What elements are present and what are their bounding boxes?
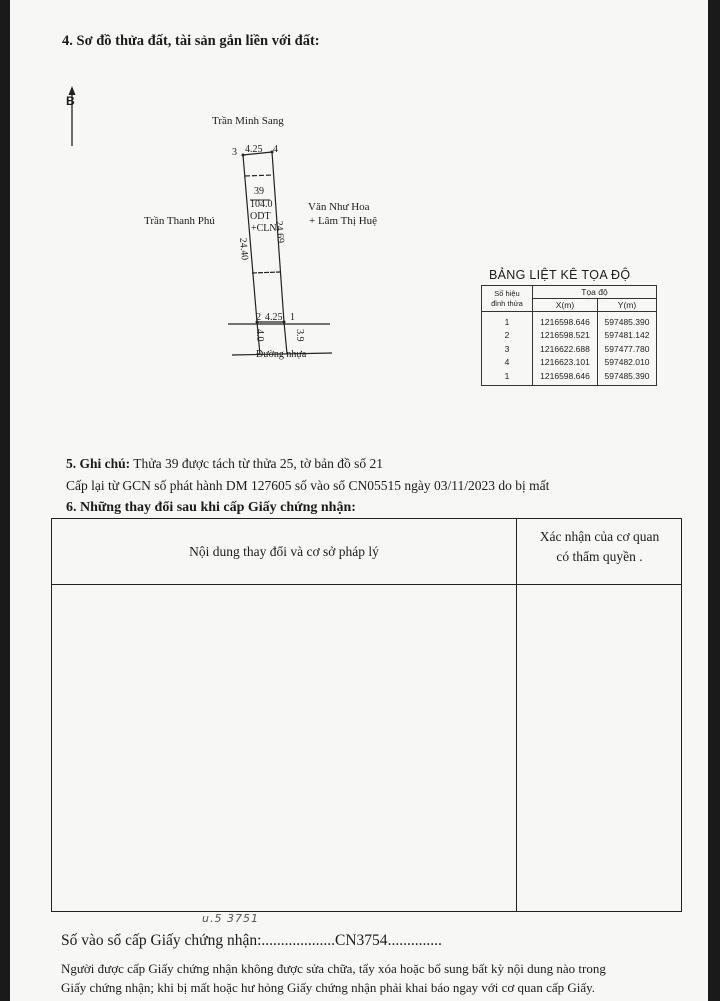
- neighbor-south-road: Đường nhựa: [256, 349, 307, 360]
- changes-table: [51, 518, 682, 912]
- section-5-label: 5. Ghi chú:: [66, 456, 131, 471]
- north-label: B: [66, 94, 75, 108]
- warning-line-2: Giấy chứng nhận; khi bị mất hoặc hư hỏng Giấy chứng nhận phải khai báo ngay với cơ quan cấp Giấy.: [61, 980, 596, 995]
- point-1-label: 1: [290, 312, 295, 323]
- col-x: X(m): [533, 299, 598, 312]
- dim-right: 24.69: [273, 220, 286, 244]
- col-point-line1: Số hiệu: [494, 288, 520, 298]
- dim-road-left: 4.0: [254, 329, 265, 342]
- table-row: 1 1216598.646 597485.390: [482, 369, 657, 385]
- registry-line: Số vào sổ cấp Giấy chứng nhận:...................CN3754..............: [61, 932, 442, 949]
- registry-label: Số vào sổ cấp Giấy chứng nhận:: [61, 932, 262, 949]
- col-content-header: Nội dung thay đổi và cơ sở pháp lý: [189, 543, 379, 559]
- dim-bottom: 4.25: [265, 312, 283, 323]
- col-point-line2: đỉnh thửa: [491, 298, 523, 308]
- parcel-number: 39: [254, 186, 264, 197]
- warning-line-1: Người được cấp Giấy chứng nhận không được sửa chữa, tẩy xóa hoặc bổ sung bất kỳ nội dung nào trong: [61, 961, 606, 976]
- table-row: 1 1216598.646 597485.390: [482, 312, 657, 329]
- dim-road-right: 3.9: [294, 329, 305, 342]
- dim-left: 24.40: [237, 237, 250, 261]
- point-2-label: 2: [256, 312, 261, 323]
- point-4-label: 4: [273, 144, 278, 155]
- table-row: 3 1216622.688 597477.780: [482, 342, 657, 356]
- registry-number: CN3754: [335, 932, 388, 949]
- land-type-odt: ODT: [250, 211, 271, 222]
- neighbor-north: Trần Minh Sang: [212, 115, 284, 127]
- col-confirm-header: Xác nhận của cơ quan có thẩm quyền .: [539, 529, 660, 564]
- col-coord-group: Tọa độ: [533, 286, 657, 299]
- coord-table-title: BẢNG LIỆT KÊ TỌA ĐỘ: [489, 268, 631, 282]
- parcel-area: 104.0: [250, 199, 273, 210]
- dim-top: 4.25: [245, 144, 263, 155]
- neighbor-west: Trần Thanh Phú: [144, 215, 215, 227]
- handwritten-note: u.5 3751: [202, 912, 259, 925]
- section-4-heading: 4. Sơ đồ thửa đất, tài sản gắn liền với đất:: [62, 33, 320, 49]
- neighbor-east-1: Văn Như Hoa: [308, 201, 370, 213]
- col-y: Y(m): [598, 299, 657, 312]
- section-6-heading: 6. Những thay đổi sau khi cấp Giấy chứng nhận:: [66, 500, 356, 515]
- neighbor-east-2: + Lâm Thị Huệ: [309, 215, 378, 227]
- section-5-text: Thửa 39 được tách từ thửa 25, tờ bản đồ số 21: [130, 456, 384, 471]
- section-5-note: [66, 456, 383, 472]
- table-row: 2 1216598.521 597481.142: [482, 329, 657, 343]
- coordinate-table: [481, 285, 657, 386]
- point-3-label: 3: [232, 147, 237, 158]
- land-type-cln: +CLN: [251, 223, 277, 234]
- section-5-reissue: Cấp lại từ GCN số phát hành DM 127605 số vào sổ CN05515 ngày 03/11/2023 do bị mất: [66, 478, 550, 493]
- column-divider: [516, 519, 517, 911]
- table-row: 4 1216623.101 597482.010: [482, 356, 657, 370]
